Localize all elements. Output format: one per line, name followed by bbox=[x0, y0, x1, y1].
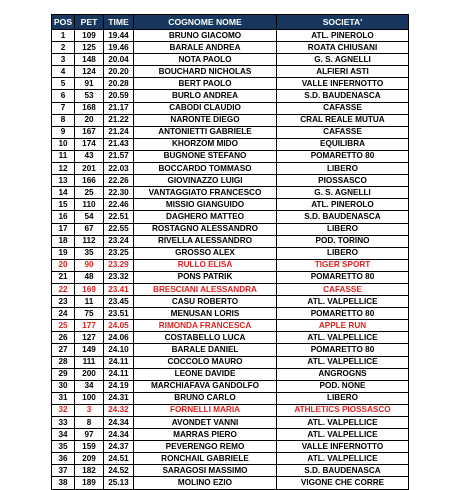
cell-pos: 1 bbox=[52, 30, 75, 42]
table-row bbox=[52, 78, 409, 90]
cell-pos: 22 bbox=[52, 283, 75, 295]
cell-pet: 168 bbox=[75, 102, 104, 114]
cell-pos: 34 bbox=[52, 429, 75, 441]
cell-pet: 3 bbox=[75, 404, 104, 416]
cell-name: BURLO ANDREA bbox=[134, 90, 277, 102]
table-header bbox=[52, 15, 409, 30]
cell-time: 23.51 bbox=[104, 308, 134, 320]
cell-pet: 35 bbox=[75, 247, 104, 259]
cell-society: CAFASSE bbox=[277, 102, 409, 114]
cell-pet: 148 bbox=[75, 54, 104, 66]
table-row bbox=[52, 54, 409, 66]
cell-pos: 38 bbox=[52, 477, 75, 489]
cell-name: BUGNONE STEFANO bbox=[134, 150, 277, 162]
cell-society: ATHLETICS PIOSSASCO bbox=[277, 404, 409, 416]
cell-society: APPLE RUN bbox=[277, 320, 409, 332]
cell-pet: 109 bbox=[75, 30, 104, 42]
cell-time: 21.17 bbox=[104, 102, 134, 114]
cell-society: ALFIERI ASTI bbox=[277, 66, 409, 78]
cell-time: 19.44 bbox=[104, 30, 134, 42]
cell-time: 20.20 bbox=[104, 66, 134, 78]
cell-time: 24.52 bbox=[104, 465, 134, 477]
table-row bbox=[52, 138, 409, 150]
cell-pos: 15 bbox=[52, 199, 75, 211]
cell-name: AVONDET VANNI bbox=[134, 417, 277, 429]
cell-time: 23.29 bbox=[104, 259, 134, 271]
cell-name: GIOVINAZZO LUIGI bbox=[134, 175, 277, 187]
results-table-container bbox=[51, 14, 408, 490]
cell-name: NARONTE DIEGO bbox=[134, 114, 277, 126]
cell-pet: 111 bbox=[75, 356, 104, 368]
cell-pos: 31 bbox=[52, 392, 75, 404]
cell-pet: 20 bbox=[75, 114, 104, 126]
table-row bbox=[52, 308, 409, 320]
cell-society: ATL. VALPELLICE bbox=[277, 356, 409, 368]
cell-name: CASU ROBERTO bbox=[134, 296, 277, 308]
cell-society: POMARETTO 80 bbox=[277, 150, 409, 162]
cell-time: 22.46 bbox=[104, 199, 134, 211]
cell-society: G. S. AGNELLI bbox=[277, 54, 409, 66]
cell-pet: 91 bbox=[75, 78, 104, 90]
column-header-time: TIME bbox=[104, 15, 134, 30]
cell-pos: 5 bbox=[52, 78, 75, 90]
cell-pet: 48 bbox=[75, 271, 104, 283]
cell-pos: 17 bbox=[52, 223, 75, 235]
cell-pet: 166 bbox=[75, 175, 104, 187]
cell-pos: 20 bbox=[52, 259, 75, 271]
column-header-name: COGNOME NOME bbox=[134, 15, 277, 30]
cell-time: 24.11 bbox=[104, 368, 134, 380]
cell-name: MARRAS PIERO bbox=[134, 429, 277, 441]
cell-name: ANTONIETTI GABRIELE bbox=[134, 126, 277, 138]
cell-time: 25.13 bbox=[104, 477, 134, 489]
cell-pos: 37 bbox=[52, 465, 75, 477]
cell-society: ATL. VALPELLICE bbox=[277, 429, 409, 441]
table-row bbox=[52, 114, 409, 126]
cell-pet: 174 bbox=[75, 138, 104, 150]
table-row bbox=[52, 344, 409, 356]
cell-pos: 32 bbox=[52, 404, 75, 416]
cell-pos: 16 bbox=[52, 211, 75, 223]
cell-name: CABODI CLAUDIO bbox=[134, 102, 277, 114]
table-body bbox=[52, 30, 409, 490]
cell-pos: 18 bbox=[52, 235, 75, 247]
table-row bbox=[52, 404, 409, 416]
cell-pos: 2 bbox=[52, 42, 75, 54]
cell-pos: 14 bbox=[52, 187, 75, 199]
cell-society: TIGER SPORT bbox=[277, 259, 409, 271]
cell-time: 22.03 bbox=[104, 163, 134, 175]
cell-society: POMARETTO 80 bbox=[277, 308, 409, 320]
cell-society: POMARETTO 80 bbox=[277, 344, 409, 356]
cell-pos: 12 bbox=[52, 163, 75, 175]
cell-pet: 53 bbox=[75, 90, 104, 102]
cell-time: 23.24 bbox=[104, 235, 134, 247]
cell-name: BOCCARDO TOMMASO bbox=[134, 163, 277, 175]
table-row bbox=[52, 441, 409, 453]
table-row bbox=[52, 320, 409, 332]
table-row bbox=[52, 90, 409, 102]
cell-pet: 97 bbox=[75, 429, 104, 441]
cell-name: RIMONDA FRANCESCA bbox=[134, 320, 277, 332]
cell-pos: 8 bbox=[52, 114, 75, 126]
cell-pos: 3 bbox=[52, 54, 75, 66]
cell-time: 24.05 bbox=[104, 320, 134, 332]
cell-pos: 35 bbox=[52, 441, 75, 453]
cell-name: COSTABELLO LUCA bbox=[134, 332, 277, 344]
cell-time: 23.25 bbox=[104, 247, 134, 259]
table-row bbox=[52, 102, 409, 114]
table-row bbox=[52, 126, 409, 138]
cell-time: 20.04 bbox=[104, 54, 134, 66]
cell-time: 23.32 bbox=[104, 271, 134, 283]
cell-name: ROSTAGNO ALESSANDRO bbox=[134, 223, 277, 235]
cell-time: 24.11 bbox=[104, 356, 134, 368]
table-row bbox=[52, 271, 409, 283]
cell-name: BERT PAOLO bbox=[134, 78, 277, 90]
cell-pet: 25 bbox=[75, 187, 104, 199]
cell-pet: 43 bbox=[75, 150, 104, 162]
cell-pos: 26 bbox=[52, 332, 75, 344]
table-row bbox=[52, 417, 409, 429]
cell-time: 22.51 bbox=[104, 211, 134, 223]
column-header-pet: PET bbox=[75, 15, 104, 30]
cell-society: LIBERO bbox=[277, 163, 409, 175]
cell-pos: 36 bbox=[52, 453, 75, 465]
table-row bbox=[52, 477, 409, 489]
cell-name: PONS PATRIK bbox=[134, 271, 277, 283]
table-row bbox=[52, 283, 409, 295]
cell-pet: 201 bbox=[75, 163, 104, 175]
cell-society: VALLE INFERNOTTO bbox=[277, 441, 409, 453]
cell-time: 24.32 bbox=[104, 404, 134, 416]
cell-pet: 189 bbox=[75, 477, 104, 489]
cell-pos: 9 bbox=[52, 126, 75, 138]
cell-society: VIGONE CHE CORRE bbox=[277, 477, 409, 489]
cell-name: GROSSO ALEX bbox=[134, 247, 277, 259]
cell-pet: 110 bbox=[75, 199, 104, 211]
cell-name: MISSIO GIANGUIDO bbox=[134, 199, 277, 211]
table-row bbox=[52, 66, 409, 78]
cell-society: LIBERO bbox=[277, 223, 409, 235]
cell-time: 20.59 bbox=[104, 90, 134, 102]
cell-pet: 75 bbox=[75, 308, 104, 320]
table-row bbox=[52, 429, 409, 441]
cell-name: FORNELLI MARIA bbox=[134, 404, 277, 416]
cell-pet: 11 bbox=[75, 296, 104, 308]
table-row bbox=[52, 380, 409, 392]
cell-society: POD. TORINO bbox=[277, 235, 409, 247]
cell-pet: 159 bbox=[75, 441, 104, 453]
cell-pet: 177 bbox=[75, 320, 104, 332]
cell-time: 20.28 bbox=[104, 78, 134, 90]
cell-society: ANGROGNS bbox=[277, 368, 409, 380]
cell-time: 24.34 bbox=[104, 429, 134, 441]
cell-time: 23.45 bbox=[104, 296, 134, 308]
cell-name: SARAGOSI MASSIMO bbox=[134, 465, 277, 477]
cell-time: 21.57 bbox=[104, 150, 134, 162]
cell-pet: 8 bbox=[75, 417, 104, 429]
table-row bbox=[52, 465, 409, 477]
cell-society: POMARETTO 80 bbox=[277, 271, 409, 283]
cell-pos: 30 bbox=[52, 380, 75, 392]
cell-pos: 13 bbox=[52, 175, 75, 187]
cell-time: 24.31 bbox=[104, 392, 134, 404]
cell-name: RULLO ELISA bbox=[134, 259, 277, 271]
cell-pos: 27 bbox=[52, 344, 75, 356]
cell-time: 24.51 bbox=[104, 453, 134, 465]
table-row bbox=[52, 150, 409, 162]
table-row bbox=[52, 392, 409, 404]
cell-name: MARCHIAFAVA GANDOLFO bbox=[134, 380, 277, 392]
cell-pet: 167 bbox=[75, 126, 104, 138]
cell-name: BOUCHARD NICHOLAS bbox=[134, 66, 277, 78]
cell-name: NOTA PAOLO bbox=[134, 54, 277, 66]
cell-society: G. S. AGNELLI bbox=[277, 187, 409, 199]
cell-society: S.D. BAUDENASCA bbox=[277, 465, 409, 477]
cell-pet: 100 bbox=[75, 392, 104, 404]
cell-name: COCCOLO MAURO bbox=[134, 356, 277, 368]
cell-name: MENUSAN LORIS bbox=[134, 308, 277, 320]
cell-society: VALLE INFERNOTTO bbox=[277, 78, 409, 90]
cell-society: ATL. PINEROLO bbox=[277, 199, 409, 211]
cell-time: 24.34 bbox=[104, 417, 134, 429]
cell-society: ATL. VALPELLICE bbox=[277, 332, 409, 344]
cell-time: 21.22 bbox=[104, 114, 134, 126]
cell-pet: 182 bbox=[75, 465, 104, 477]
table-row bbox=[52, 356, 409, 368]
cell-time: 24.19 bbox=[104, 380, 134, 392]
cell-society: ATL. VALPELLICE bbox=[277, 453, 409, 465]
cell-pet: 169 bbox=[75, 283, 104, 295]
cell-name: BRUNO CARLO bbox=[134, 392, 277, 404]
cell-name: RIVELLA ALESSANDRO bbox=[134, 235, 277, 247]
cell-name: BRESCIANI ALESSANDRA bbox=[134, 283, 277, 295]
cell-name: RONCHAIL GABRIELE bbox=[134, 453, 277, 465]
cell-pos: 10 bbox=[52, 138, 75, 150]
cell-society: CAFASSE bbox=[277, 126, 409, 138]
cell-society: CAFASSE bbox=[277, 283, 409, 295]
cell-time: 22.55 bbox=[104, 223, 134, 235]
cell-time: 24.37 bbox=[104, 441, 134, 453]
cell-pet: 149 bbox=[75, 344, 104, 356]
cell-name: LEONE DAVIDE bbox=[134, 368, 277, 380]
table-row bbox=[52, 223, 409, 235]
cell-time: 23.41 bbox=[104, 283, 134, 295]
table-row bbox=[52, 187, 409, 199]
table-row bbox=[52, 235, 409, 247]
cell-society: ATL. VALPELLICE bbox=[277, 417, 409, 429]
cell-pos: 6 bbox=[52, 90, 75, 102]
cell-pos: 24 bbox=[52, 308, 75, 320]
cell-society: EQUILIBRA bbox=[277, 138, 409, 150]
table-row bbox=[52, 332, 409, 344]
cell-pos: 29 bbox=[52, 368, 75, 380]
cell-society: ATL. PINEROLO bbox=[277, 30, 409, 42]
cell-time: 22.30 bbox=[104, 187, 134, 199]
cell-pos: 23 bbox=[52, 296, 75, 308]
cell-time: 21.24 bbox=[104, 126, 134, 138]
cell-society: S.D. BAUDENASCA bbox=[277, 211, 409, 223]
cell-society: ATL. VALPELLICE bbox=[277, 296, 409, 308]
cell-pet: 209 bbox=[75, 453, 104, 465]
cell-pos: 19 bbox=[52, 247, 75, 259]
cell-pet: 34 bbox=[75, 380, 104, 392]
table-row bbox=[52, 247, 409, 259]
table-row bbox=[52, 30, 409, 42]
cell-society: POD. NONE bbox=[277, 380, 409, 392]
table-row bbox=[52, 453, 409, 465]
cell-pos: 25 bbox=[52, 320, 75, 332]
cell-pet: 124 bbox=[75, 66, 104, 78]
cell-name: DAGHERO MATTEO bbox=[134, 211, 277, 223]
cell-pos: 28 bbox=[52, 356, 75, 368]
cell-society: LIBERO bbox=[277, 247, 409, 259]
cell-pet: 127 bbox=[75, 332, 104, 344]
cell-name: MOLINO EZIO bbox=[134, 477, 277, 489]
cell-name: BRUNO GIACOMO bbox=[134, 30, 277, 42]
cell-pet: 112 bbox=[75, 235, 104, 247]
table-row bbox=[52, 199, 409, 211]
cell-time: 19.46 bbox=[104, 42, 134, 54]
cell-pet: 67 bbox=[75, 223, 104, 235]
cell-time: 24.06 bbox=[104, 332, 134, 344]
cell-pos: 21 bbox=[52, 271, 75, 283]
table-row bbox=[52, 368, 409, 380]
cell-pet: 125 bbox=[75, 42, 104, 54]
cell-name: BARALE DANIEL bbox=[134, 344, 277, 356]
cell-pet: 54 bbox=[75, 211, 104, 223]
cell-time: 24.10 bbox=[104, 344, 134, 356]
column-header-society: SOCIETA' bbox=[277, 15, 409, 30]
results-table bbox=[51, 14, 409, 490]
table-row bbox=[52, 259, 409, 271]
cell-society: LIBERO bbox=[277, 392, 409, 404]
table-row bbox=[52, 296, 409, 308]
cell-pos: 33 bbox=[52, 417, 75, 429]
cell-pet: 200 bbox=[75, 368, 104, 380]
table-row bbox=[52, 175, 409, 187]
table-row bbox=[52, 163, 409, 175]
cell-name: BARALE ANDREA bbox=[134, 42, 277, 54]
cell-time: 21.43 bbox=[104, 138, 134, 150]
table-row bbox=[52, 211, 409, 223]
cell-society: CRAL REALE MUTUA bbox=[277, 114, 409, 126]
cell-name: PEVERENGO REMO bbox=[134, 441, 277, 453]
cell-society: ROATA CHIUSANI bbox=[277, 42, 409, 54]
cell-pos: 7 bbox=[52, 102, 75, 114]
cell-name: KHORZOM MIDO bbox=[134, 138, 277, 150]
cell-pet: 90 bbox=[75, 259, 104, 271]
cell-pos: 11 bbox=[52, 150, 75, 162]
column-header-pos: POS bbox=[52, 15, 75, 30]
cell-society: S.D. BAUDENASCA bbox=[277, 90, 409, 102]
cell-society: PIOSSASCO bbox=[277, 175, 409, 187]
table-row bbox=[52, 42, 409, 54]
header-row bbox=[52, 15, 409, 30]
cell-name: VANTAGGIATO FRANCESCO bbox=[134, 187, 277, 199]
cell-pos: 4 bbox=[52, 66, 75, 78]
cell-time: 22.26 bbox=[104, 175, 134, 187]
